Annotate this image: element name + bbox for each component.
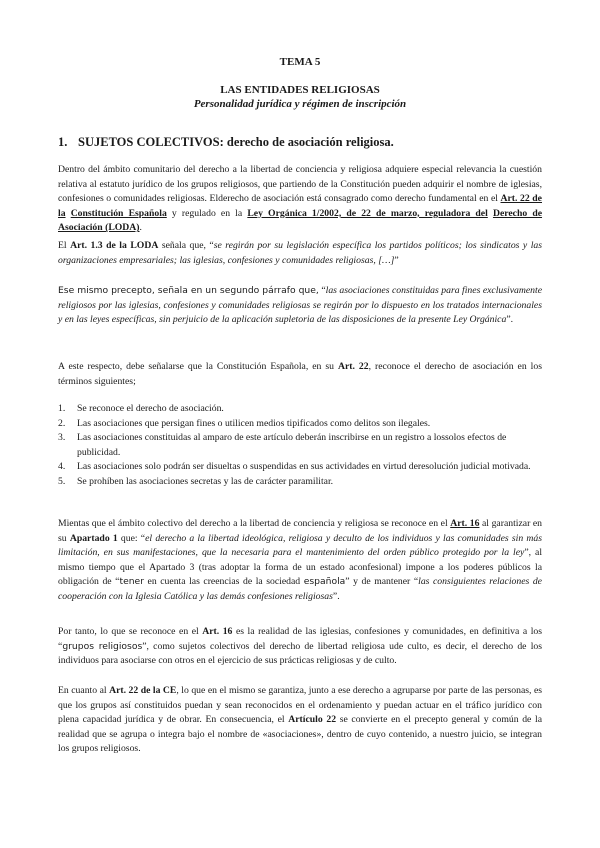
text: Por tanto, lo que se reconoce en el: [58, 626, 203, 637]
paragraph-loda: El Art. 1.3 de la LODA señala que, “se regirán por su legislación específica los partidos políticos; los sindicatos y las organizaciones empresariales; las iglesias, confesiones y comunidades religiosas, […]”: [58, 240, 543, 266]
paragraph-ce: [58, 360, 542, 389]
text: El: [58, 240, 71, 251]
article-reference: Art. 22 de la CE: [109, 685, 177, 696]
law-reference: Ley Orgánica 1/2002, de 22 de marzo, reguladora del: [247, 207, 488, 219]
quote: se regirán por su legislación específica los partidos políticos; los sindicatos y las organizaciones empresariales; las iglesias, confesiones y comunidades religiosas, […]: [58, 240, 543, 266]
list-item: 5. Se prohíben las asociaciones secretas y las de carácter paramilitar.: [58, 475, 334, 487]
article-reference: Art. 1.3 de la LODA: [70, 240, 159, 251]
topic-title: TEMA 5: [279, 56, 321, 68]
article-reference: Art. 16: [202, 626, 233, 637]
quote: las asociaciones constituidas para fines exclusivamente religiosos por las iglesias, confesiones y comunidades religiosas se regirán por lo dispuesto en los tratados internacionales y en las leyes específicas, sin perjuicio de la aplicación supletoria de las disposiciones de la presente Ley Orgánica: [58, 285, 542, 326]
list-item: 2. Las asociaciones que persigan fines o utilicen medios tipificados como delitos son ilegales.: [58, 417, 431, 429]
article-reference: Artículo 22: [288, 714, 337, 726]
section-reference: Apartado 1: [69, 532, 118, 544]
list-item: 3. Las asociaciones constituidas al amparo de este artículo deberán inscribirse en un registro a lossolos efectos de publicidad.: [58, 432, 507, 458]
section-number: 1.: [58, 135, 68, 149]
quote: el derecho a la libertad ideológica, religiosa y deculto de los individuos y las comunidades sin más limitación, en sus manifestaciones, que la necesaria para el mantenimiento del orden público protegido por la ley: [58, 532, 542, 559]
text: Mientas que el ámbito colectivo del derecho a la libertad de conciencia y religiosa se reconoce en el: [58, 518, 451, 529]
text: y regulado en la: [166, 207, 248, 219]
text: Ese mismo precepto, señala en un segundo párrafo que,: [58, 285, 319, 296]
paragraph-intro: Dentro del ámbito comunitario del derecho a la libertad de conciencia y religiosa adquiere especial relevancia la cuestión relativa al estatuto jurídico de los grupos religiosos, que partiendo de la Constitución pueden adquirir el nombre de iglesias, confesiones o comunidades religiosas. Elderecho de asociación está consagrado como derecho fundamental en el Art. 22 de la Constitución Española y regulado en la Ley Orgánica 1/2002, de 22 de marzo, reguladora del Derecho de Asociación (LODA).: [58, 164, 543, 234]
quote: las consiguientes relaciones de cooperación con la Iglesia Católica y las demás confesiones religiosas: [58, 576, 542, 602]
text: señala que, “: [158, 240, 214, 251]
chapter-subtitle: Personalidad jurídica y régimen de inscripción: [193, 98, 407, 110]
text: Dentro del ámbito comunitario del derecho a la libertad de conciencia y religiosa adquiere especial relevancia la cuestión relativa al estatuto jurídico de los grupos religiosos, que partiendo de la Constitución pueden adquirir el nombre de iglesias, confesiones o comunidades religiosas. Elderecho de asociación está consagrado como derecho fundamental en el: [58, 164, 542, 205]
text: En cuanto al: [58, 685, 110, 696]
text: A este respecto, debe señalarse que la Constitución Española, en su: [58, 361, 338, 372]
list-item: 1. Se reconoce el derecho de asociación.: [58, 403, 224, 414]
chapter-title: LAS ENTIDADES RELIGIOSAS: [220, 84, 380, 96]
constitution-reference: Constitución Española: [70, 207, 167, 219]
section-heading: [58, 135, 394, 150]
article-reference: Art. 16: [450, 518, 480, 529]
text: , reconoce el derecho de asociación en los términos siguientes;: [58, 361, 542, 387]
article-reference: Art. 22 de la: [58, 193, 542, 219]
article-22-list: [58, 402, 542, 490]
paragraph-art16: Mientas que el ámbito colectivo del derecho a la libertad de conciencia y religiosa se reconoce en el Art. 16 al garantizar en su Apartado 1 que: “el derecho a la libertad ideológica, religiosa y deculto de los individuos y las comunidades sin más limitación, en sus manifestaciones, que la necesaria para el mantenimiento del orden público protegido por la ley”, al mismo tiempo que el Apartado 3 (tras adoptar la forma de un estado aconfesional) impone a los poderes públicos la obligación de “tener en cuenta las creencias de la sociedad española” y de mantener “las consiguientes relaciones de cooperación con la Iglesia Católica y las demás confesiones religiosas”.: [58, 518, 543, 602]
section-title: SUJETOS COLECTIVOS: derecho de asociación religiosa.: [78, 135, 394, 149]
paragraph-art22-ce: En cuanto al Art. 22 de la CE, lo que en el mismo se garantiza, junto a ese derecho a agruparse por parte de las personas, es que los grupos así constituidos puedan y sean reconocidos en el ordenamiento y puedan actuar en el tráfico jurídico con plena capacidad jurídica y de obrar. En consecuencia, el Artículo 22 se convierte en el precepto general y común de la realidad que se agrupa o integra bajo el nombre de «asociaciones», dentro de cuyo contenido, a nuestro juicio, se integran los grupos religiosos.: [58, 685, 543, 755]
paragraph-precepto: Ese mismo precepto, señala en un segundo párrafo que, “las asociaciones constituidas para fines exclusivamente religiosos por las iglesias, confesiones y comunidades religiosas se regirán por lo dispuesto en los tratados internacionales y en las leyes específicas, sin perjuicio de la aplicación supletoria de las disposiciones de la presente Ley Orgánica”.: [58, 285, 542, 326]
list-item: 4. Las asociaciones solo podrán ser disueltas o suspendidas en sus actividades en virtud deresolución judicial motivada.: [58, 461, 531, 473]
paragraph-grupos: Por tanto, lo que se reconoce en el Art. 16 es la realidad de las iglesias, confesiones y comunidades, en definitiva a los “grupos religiosos”, como sujetos colectivos del derecho de libertad religiosa ude culto, es decir, el derecho de los individuos para asociarse con otros en el ejercicio de sus prácticas religiosas y de culto.: [58, 626, 543, 667]
article-reference: Art. 22: [337, 361, 369, 372]
law-reference: Derecho de Asociación (LODA): [58, 207, 543, 234]
